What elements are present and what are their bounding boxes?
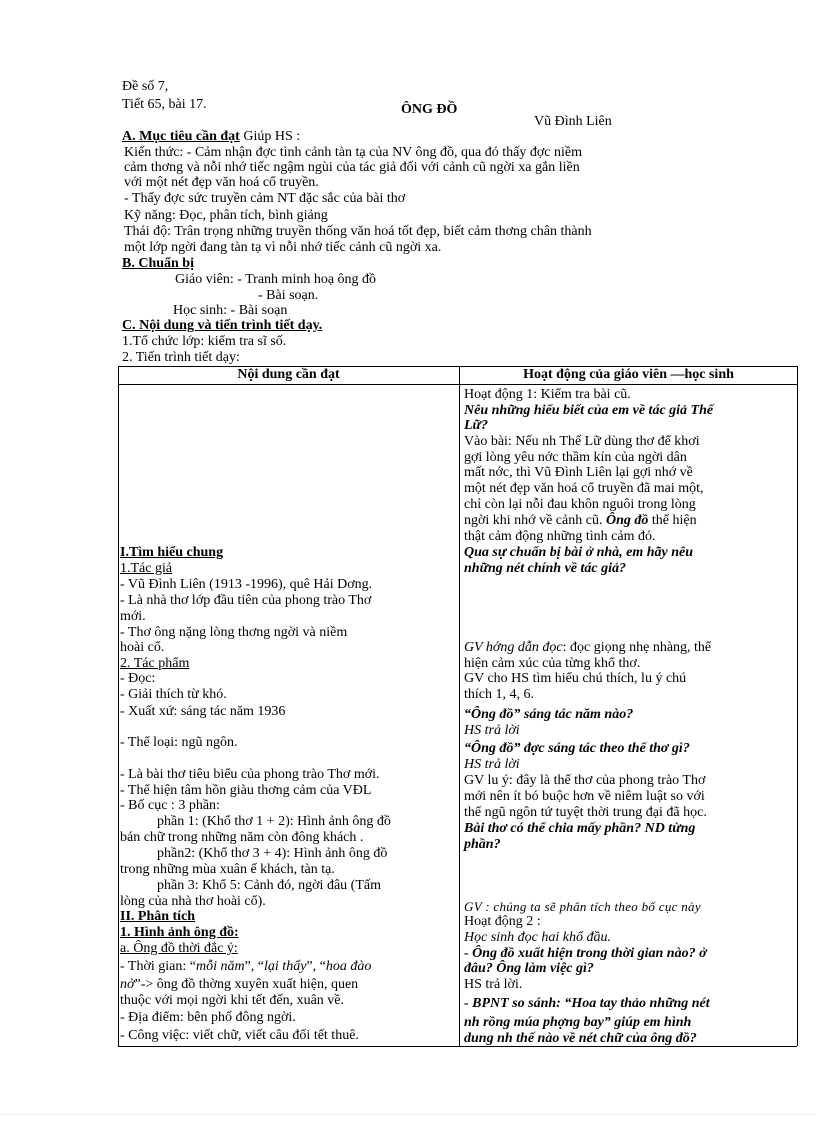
text-run: GV hớng dẫn đọc (464, 640, 563, 655)
question-line: - Ông đồ xuất hiện trong thời gian nào? ở (464, 946, 707, 961)
question-line: “Ông đồ” đợc sáng tác theo thể thơ gì? (464, 741, 690, 756)
lesson-number: Tiết 65, bài 17. (122, 97, 207, 112)
content-line: - Thể loại: ngũ ngôn. (120, 735, 238, 750)
question-line: phần? (464, 837, 501, 852)
activity-line: thích 1, 4, 6. (464, 687, 534, 702)
preparation-line: Giáo viên: - Tranh minh hoạ ông đồ (175, 272, 377, 287)
question-line: Nêu những hiểu biết của em về tác giả Thế (464, 403, 714, 418)
table-bottom-border (118, 1046, 797, 1047)
content-line: phần 1: (Khổ thơ 1 + 2): Hình ảnh ông đồ (157, 814, 391, 829)
content-line: - Thể hiện tâm hồn giàu thơng cảm của VĐL (120, 783, 372, 798)
content-line: phần 3: Khổ 5: Cảnh đó, ngời đâu (Tấm (157, 878, 381, 893)
table-column-divider (459, 366, 460, 1046)
activity-line: chỉ còn lại nỗi đau khôn nguôi trong lòng (464, 497, 696, 512)
question-line: - BPNT so sánh: “Hoa tay thảo những nét (464, 996, 710, 1011)
text-run: : đọc giọng nhẹ nhàng, thể (562, 640, 712, 655)
content-line: - Địa điểm: bên phố đông ngời. (120, 1010, 296, 1025)
sub-heading: a. Ông đồ thời đắc ý: (120, 941, 238, 956)
preparation-heading: B. Chuẩn bị (122, 256, 194, 271)
question-line: những nét chính về tác giả? (464, 561, 627, 576)
objectives-heading-suffix: Giúp HS : (243, 129, 301, 144)
text-run: ”, “ (244, 959, 265, 974)
content-line: trong những mùa xuân ế khách, tàn tạ. (120, 862, 335, 877)
activity-line: thể ngũ ngôn tứ tuyệt thời trung đại đã học. (464, 805, 707, 820)
content-line: - Là bài thơ tiêu biểu của phong trào Thơ mới. (120, 767, 380, 782)
activity-line: Hoạt động 1: Kiểm tra bài cũ. (464, 387, 631, 402)
text-run: Ông đồ (605, 513, 649, 528)
text-run: ngời khi nhớ về cảnh cũ. (464, 513, 606, 528)
question-line: Lữ? (464, 418, 488, 433)
content-line: bán chữ trong những năm còn đông khách . (120, 830, 364, 845)
question-line: Bài thơ có thể chia mấy phần? ND từng (464, 821, 696, 836)
preparation-line: - Bài soạn. (258, 288, 319, 303)
process-line: 1.Tổ chức lớp: kiểm tra sĩ số. (122, 334, 287, 349)
objectives-heading-line (122, 129, 300, 144)
table-header-divider (118, 384, 797, 385)
question-line: nh rồng múa phợng bay” giúp em hình (464, 1015, 692, 1030)
poem-title: ÔNG ĐỒ (401, 102, 458, 117)
page-edge (0, 1114, 816, 1115)
question-line: “Ông đồ” sáng tác năm nào? (464, 707, 634, 722)
activity-heading: Hoạt động 2 : (464, 914, 541, 929)
content-line: - Xuất xứ: sáng tác năm 1936 (120, 704, 286, 719)
activity-line: Vào bài: Nếu nh Thế Lữ dùng thơ để khơi (464, 434, 700, 449)
text-run: - Thời gian: “ (120, 959, 196, 974)
text-run: ”-> ông đồ thờng xuyên xuất hiện, quen (134, 977, 359, 992)
content-line: - Đọc: (120, 671, 156, 686)
sub-heading: 1. Hình ảnh ông đồ: (120, 925, 239, 940)
objective-line: Thái độ: Trân trọng những truyền thống văn hoá tốt đẹp, biết cảm thơng chân thành (124, 224, 592, 239)
activity-line: thật cảm động những tình cảm đó. (464, 529, 656, 544)
exam-number: Đề số 7, (122, 79, 169, 94)
activity-line: hiện cảm xúc của từng khổ thơ. (464, 656, 641, 671)
content-line: mới. (120, 609, 146, 624)
activity-line: GV cho HS tìm hiểu chú thích, lu ý chú (464, 671, 687, 686)
text-run: thể hiện (648, 513, 697, 528)
answer-line: HS trả lời. (464, 977, 523, 992)
objective-line: - Thấy đợc sức truyền cảm NT đặc sắc của bài thơ (124, 191, 406, 206)
activity-line (464, 513, 697, 528)
content-line (120, 977, 358, 992)
sub-heading: 1.Tác giả (120, 561, 173, 576)
process-line: 2. Tiến trình tiết dạy: (122, 350, 240, 365)
objective-line: một lớp ngời đang tàn tạ vì nỗi nhớ tiếc cảnh cũ ngời xa. (124, 240, 442, 255)
column-header-content: Nội dung cần đạt (237, 367, 340, 382)
activity-line: mới nên ít bó buộc hơn về niêm luật so với (464, 789, 705, 804)
content-line: lòng của nhà thơ hoài cổ). (120, 894, 266, 909)
answer-line: HS trả lời (464, 723, 520, 738)
activity-line: một nét đẹp văn hoá cổ truyền đã mai một, (464, 481, 704, 496)
question-line: dung nh thế nào về nét chữ của ông đồ? (464, 1031, 697, 1046)
objective-line: cảm thơng và nỗi nhớ tiếc ngậm ngùi của tác giả đối với cảnh cũ ngời xa gắn liền (124, 160, 580, 175)
objective-line: Kỹ năng: Đọc, phân tích, bình giảng (124, 208, 328, 223)
question-line: đâu? Ông làm việc gì? (464, 961, 594, 976)
content-line: hoài cổ. (120, 640, 165, 655)
text-run: ”, “ (306, 959, 326, 974)
section-heading: II. Phân tích (120, 909, 196, 924)
activity-line: GV : chúng ta sẽ phân tích theo bố cục này (464, 899, 701, 914)
table-right-border (797, 366, 798, 1046)
content-line: phần2: (Khổ thơ 3 + 4): Hình ảnh ông đồ (157, 846, 388, 861)
table-left-border (118, 366, 119, 1046)
answer-line: HS trả lời (464, 757, 520, 772)
content-line: - Là nhà thơ lớp đầu tiên của phong trào Thơ (120, 593, 372, 608)
preparation-line: Học sinh: - Bài soạn (173, 303, 288, 318)
content-line: - Vũ Đình Liên (1913 -1996), quê Hải Dơng. (120, 577, 373, 592)
content-line: - Công việc: viết chữ, viết câu đối tết thuê. (120, 1028, 359, 1043)
objective-line: với một nét đẹp văn hoá cổ truyền. (124, 175, 319, 190)
content-line: - Bố cục : 3 phần: (120, 798, 220, 813)
sub-heading: 2. Tác phẩm (120, 656, 190, 671)
activity-line: mất nớc, thì Vũ Đình Liên lại gợi nhớ về (464, 465, 693, 480)
process-heading: C. Nội dung và tiến trình tiết dạy. (122, 318, 323, 333)
objective-line: Kiến thức: - Cảm nhận đợc tình cảnh tàn tạ của NV ông đồ, qua đó thấy đợc niềm (124, 145, 582, 160)
activity-line: gợi lòng yêu nớc thầm kín của ngời dân (464, 450, 687, 465)
content-line: - Thơ ông nặng lòng thơng ngời và niềm (120, 625, 348, 640)
poem-author: Vũ Đình Liên (534, 114, 612, 129)
content-line: - Giải thích từ khó. (120, 687, 227, 702)
activity-line: GV lu ý: đây là thể thơ của phong trào Thơ (464, 773, 706, 788)
text-run: mỗi năm (195, 959, 245, 974)
content-line (120, 959, 371, 974)
content-line: thuộc với mọi ngời khi tết đến, xuân về. (120, 993, 344, 1008)
activity-line (464, 640, 711, 655)
activity-line: Học sinh đọc hai khổ đầu. (464, 930, 611, 945)
question-line: Qua sự chuẩn bị bài ở nhà, em hãy nêu (464, 545, 694, 560)
section-heading: I.Tìm hiểu chung (120, 545, 224, 560)
text-run: lại thấy (264, 959, 307, 974)
objectives-heading: A. Mục tiêu cần đạt (122, 129, 240, 144)
column-header-activities: Hoạt động của giáo viên —học sinh (523, 367, 734, 382)
text-run: nở (120, 977, 135, 992)
text-run: hoa đào (325, 959, 372, 974)
